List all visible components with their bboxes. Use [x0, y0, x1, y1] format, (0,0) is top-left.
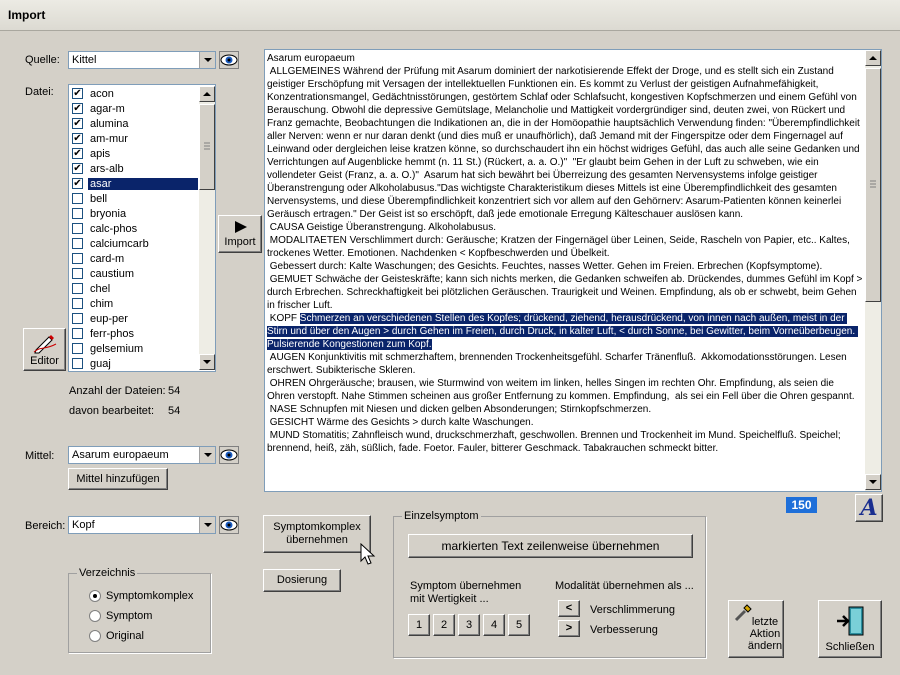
area-select[interactable] — [68, 516, 216, 534]
weight-button-2[interactable] — [433, 614, 455, 636]
file-checkbox[interactable] — [72, 208, 83, 219]
file-name: asar — [88, 178, 198, 190]
text-after: AUGEN Konjunktivitis mit schmerzhaftem, brennenden Trockenheitsgefühl. Scharfer Tränenfluß. Akkomodationsstörungen. Lesen erschwert. Subikterische Skleren. OHREN Ohrgeräusche; brausen, wie Sturmwind von weitem im linken, helles Singen im rechten Ohr. Empfindung, als seien die Ohren verstopft. Nahe Stimmen scheinen aus großer Entfernung zu kommen. Empfindung, als sei ein Fell über die Ohren gespannt. NASE Schnupfen mit Niesen und dicken gelben Absonderungen; Stirnkopfschmerzen. GESICHT Wärme des Gesichts > durch kalte Waschungen. MUND Stomatitis; Zahnfleisch wund, druckschmerzhaft, geschwollen. Brennen und Trockenheit im Mund. Speichelfluß. Speichel; brennend, heiß, zäh, süßlich, fade. Foetor. Fauler, bitterer Geschmack. Tabakrauchen schmeckt bitter. — [267, 352, 855, 454]
symptom-complex-label: Symptomkomplex übernehmen — [273, 521, 361, 546]
file-checkbox[interactable]: ✔ — [73, 148, 82, 159]
radio-symptom-complex[interactable] — [89, 590, 101, 602]
file-checkbox[interactable] — [72, 268, 83, 279]
take-lines-label: markierten Text zeilenweise übernehmen — [441, 539, 660, 553]
undo-last-action-button[interactable] — [728, 600, 784, 658]
undo-label: letzte Aktion ändern — [747, 616, 783, 652]
file-list-scrollbar[interactable] — [199, 86, 215, 370]
edited-count-value: 54 — [168, 405, 181, 417]
file-list-item[interactable] — [71, 132, 201, 147]
file-list-item[interactable] — [71, 222, 201, 237]
file-name: apis — [90, 148, 111, 160]
file-name: card-m — [90, 253, 125, 265]
file-list-item[interactable] — [71, 207, 201, 222]
file-name: chim — [90, 298, 114, 310]
worse-button[interactable] — [558, 600, 580, 617]
scroll-up-icon[interactable] — [865, 50, 881, 66]
mouse-cursor-icon — [360, 543, 376, 567]
weight-button-label: 3 — [465, 619, 473, 631]
dosage-button[interactable] — [263, 569, 341, 592]
close-label: Schließen — [825, 641, 875, 653]
weight-button-label: 1 — [415, 619, 423, 631]
file-checkbox[interactable] — [72, 193, 83, 204]
weight-button-4[interactable] — [483, 614, 505, 636]
import-label: Import — [224, 236, 256, 248]
file-list-item[interactable] — [71, 312, 201, 327]
area-value: Kopf — [72, 519, 95, 531]
file-checkbox[interactable] — [72, 343, 83, 354]
file-list-item[interactable] — [71, 162, 201, 177]
scroll-up-icon[interactable] — [199, 86, 215, 102]
file-list-item[interactable] — [71, 87, 201, 102]
weight-button-label: 2 — [440, 619, 448, 631]
file-checkbox[interactable]: ✔ — [73, 163, 82, 174]
arrow-right-icon — [233, 220, 249, 234]
radio-symptom[interactable] — [89, 610, 101, 622]
single-symptom-title: Einzelsymptom — [404, 510, 479, 522]
file-list-item[interactable] — [71, 177, 201, 192]
eye-icon[interactable] — [219, 516, 239, 534]
eye-icon[interactable] — [219, 446, 239, 464]
file-checkbox[interactable] — [72, 238, 83, 249]
file-checkbox[interactable]: ✔ — [73, 88, 82, 99]
better-label: Verbesserung — [590, 624, 658, 636]
worse-symbol: < — [565, 602, 573, 614]
better-button[interactable] — [558, 620, 580, 637]
weight-button-label: 5 — [515, 619, 523, 631]
area-label: Bereich: — [25, 520, 66, 532]
file-list-item[interactable] — [71, 117, 201, 132]
eye-icon[interactable] — [219, 51, 239, 69]
better-symbol: > — [565, 622, 573, 634]
window-title: Import — [8, 8, 46, 22]
file-checkbox[interactable] — [72, 223, 83, 234]
scroll-down-icon[interactable] — [199, 354, 215, 370]
weight-button-label: 4 — [490, 619, 498, 631]
import-button[interactable] — [218, 215, 262, 253]
radio-original[interactable] — [89, 630, 101, 642]
worse-label: Verschlimmerung — [590, 604, 675, 616]
title-bar — [0, 0, 900, 31]
file-checkbox[interactable] — [72, 358, 83, 369]
exit-door-icon — [835, 605, 867, 637]
scroll-down-icon[interactable] — [865, 474, 881, 490]
edit-pen-icon — [33, 332, 57, 354]
file-name: bell — [90, 193, 108, 205]
file-list-item[interactable] — [71, 147, 201, 162]
file-checkbox[interactable]: ✔ — [73, 133, 82, 144]
add-remedy-label: Mittel hinzufügen — [76, 473, 160, 485]
symptom-complex-button[interactable] — [263, 515, 371, 553]
file-name: am-mur — [90, 133, 128, 145]
add-remedy-button[interactable] — [68, 468, 168, 490]
file-checkbox[interactable] — [72, 328, 83, 339]
file-checkbox[interactable]: ✔ — [73, 178, 82, 189]
chevron-down-icon[interactable] — [199, 447, 215, 463]
file-list-item[interactable] — [71, 342, 201, 357]
file-list-item[interactable] — [71, 237, 201, 252]
text-selection: Schmerzen an verschiedenen Stellen des Kopfes; drückend, ziehend, herausdrückend, von innen nach außen, meist in der Stirn und über den Augen > durch Gehen im Freien, durch Druck, in kalter Luft, < durch Sonne, bei Gewitter, beim Vorneüberbeugen. Pulsierende Kongestionen zum Kopf. — [267, 313, 858, 350]
modality-label: Modalität übernehmen als ... — [555, 580, 694, 592]
file-name: ferr-phos — [90, 328, 135, 340]
text-scrollbar[interactable] — [865, 50, 881, 491]
file-checkbox[interactable] — [72, 298, 83, 309]
weight-button-1[interactable] — [408, 614, 430, 636]
radio-symptom-complex-label: Symptomkomplex — [106, 590, 194, 602]
remedy-select[interactable] — [68, 446, 216, 464]
take-lines-button[interactable] — [408, 534, 693, 558]
file-name: eup-per — [90, 313, 128, 325]
chevron-down-icon[interactable] — [199, 52, 215, 68]
remedy-label: Mittel: — [25, 450, 55, 462]
dosage-label: Dosierung — [276, 574, 328, 586]
file-name: chel — [90, 283, 111, 295]
file-name: calc-phos — [90, 223, 138, 235]
file-list[interactable] — [68, 84, 216, 372]
file-list-item[interactable] — [71, 102, 201, 117]
file-name: ars-alb — [90, 163, 124, 175]
source-label: Quelle: — [25, 54, 60, 66]
file-name: bryonia — [90, 208, 127, 220]
file-checkbox[interactable]: ✔ — [73, 103, 82, 114]
radio-original-label: Original — [106, 630, 144, 642]
font-icon: A — [860, 495, 878, 521]
scroll-thumb[interactable] — [199, 104, 215, 190]
file-count-label: Anzahl der Dateien: — [69, 385, 166, 397]
file-count-value: 54 — [168, 385, 181, 397]
file-name: agar-m — [90, 103, 125, 115]
text-before: Asarum europaeum ALLGEMEINES Während der Prüfung mit Asarum dominiert der narkotisierende Effekt der Droge, und es stellt sich ein Zustand geistiger Erschöpfung mit Versagen der intellektuellen Funktionen ein. Es kommt zu Verlust der geistigen Aufnahmefähigkeit, Konzentrationsmangel, Gedächtnisstörungen, gestörtem Schlaf oder Schlafsucht, kongestiven Kopfschmerzen und einem Gefühl von Berauschung. Obwohl die depressive Gemütslage, Melancholie und Mattigkeit vordergründiger sind, deuten zwei, von Rückert und Franz gemachte, Beobachtungen die Indikationen an, die in der Homöopathie hauptsächlich Verwendung finden: "Überempfindlichkeit aller Nerven: wenn er nur daran denkt (und dies muß er unaufhörlich), daß Jemand mit der Fingerspitze oder dem Fingernagel auf Leinwand oder dergleichen leise kratzen könne, so durchschaudert ihn ein höchst widriges Gefühl, das auch alle seine Gedanken und Verrichtungen auf Augenblicke hemmt (n. 11 St.) (Rückert, a. a. O.)" "Er glaubt beim Gehen in der Luft zu schweben, wie ein vollendeter Geist (Franz, a. a. O.)" Asarum hat sich bewährt bei Überreizung des gesamten Nervensystems infolge geistiger Überanstrengung oder Alkoholabusus."Das wichtigste Charakteristikum dieses Mittels ist eine Überempfindlichkeit des gesamten Nervensystems, und diese Überempfindlichkeit konzentriert sich vor allem auf den Gehörnerv: Asarum-Patienten können keinerlei Geräusch ertragen." Der Geist ist so erschöpft, daß jede emotionale Erregung Kälteschauer auslösen kann. CAUSA Geistige Überanstrengung. Alkoholabusus. MODALITAETEN Verschlimmert durch: Geräusche; Kratzen der Fingernägel über Leinen, Seide, Rascheln von Papier, etc.. Kaltes, trockenes Wetter. Emotionen. Nachdenken < Kopfbeschwerden und Übelkeit. Gebessert durch: Kalte Waschungen; des Gesichts. Feuchtes, nasses Wetter. Gehen im Freien. Erbrechen (Kopfsymptome). GEMUET Schwäche der Geisteskräfte; kann sich nichts merken, die Gedanken schweifen ab. Drückendes, dummes Gefühl im Kopf > durch Erbrechen. Schreckhaftigkeit bei plötzlichen Geräuschen. Traurigkeit und Weinen. Empfindung, als ob er schwebt, beim Gehen in frischer Luft. KOPF — [267, 53, 863, 324]
file-checkbox[interactable]: ✔ — [73, 118, 82, 129]
file-list-item[interactable] — [71, 327, 201, 342]
file-name: caustium — [90, 268, 135, 280]
file-checkbox[interactable] — [72, 253, 83, 264]
edited-count-label: davon bearbeitet: — [69, 405, 155, 417]
scroll-thumb[interactable] — [865, 68, 881, 302]
file-name: alumina — [90, 118, 129, 130]
file-name: acon — [90, 88, 114, 100]
radio-symptom-label: Symptom — [106, 610, 153, 622]
file-list-item[interactable] — [71, 282, 201, 297]
file-list-item[interactable] — [71, 297, 201, 312]
directory-title: Verzeichnis — [79, 567, 136, 579]
file-name: guaj — [90, 358, 111, 370]
file-list-item[interactable] — [71, 357, 201, 372]
source-select[interactable] — [68, 51, 216, 69]
file-name: gelsemium — [90, 343, 144, 355]
file-checkbox[interactable] — [72, 283, 83, 294]
remedy-text-area[interactable] — [264, 49, 882, 492]
file-label: Datei: — [25, 86, 54, 98]
file-checkbox[interactable] — [72, 313, 83, 324]
file-name: calciumcarb — [90, 238, 149, 250]
close-button[interactable] — [818, 600, 882, 658]
file-list-item[interactable] — [71, 192, 201, 207]
font-size-badge: 150 — [786, 497, 817, 513]
remedy-text — [267, 52, 863, 455]
chevron-down-icon[interactable] — [199, 517, 215, 533]
font-button[interactable] — [855, 494, 883, 522]
weight-button-5[interactable] — [508, 614, 530, 636]
source-value: Kittel — [72, 54, 97, 66]
file-list-item[interactable] — [71, 252, 201, 267]
weight-button-3[interactable] — [458, 614, 480, 636]
weight-label: Symptom übernehmen mit Wertigkeit ... — [410, 580, 522, 605]
file-list-item[interactable] — [71, 267, 201, 282]
editor-button[interactable] — [23, 328, 66, 371]
remedy-value: Asarum europaeum — [72, 449, 169, 461]
editor-label: Editor — [30, 355, 59, 367]
